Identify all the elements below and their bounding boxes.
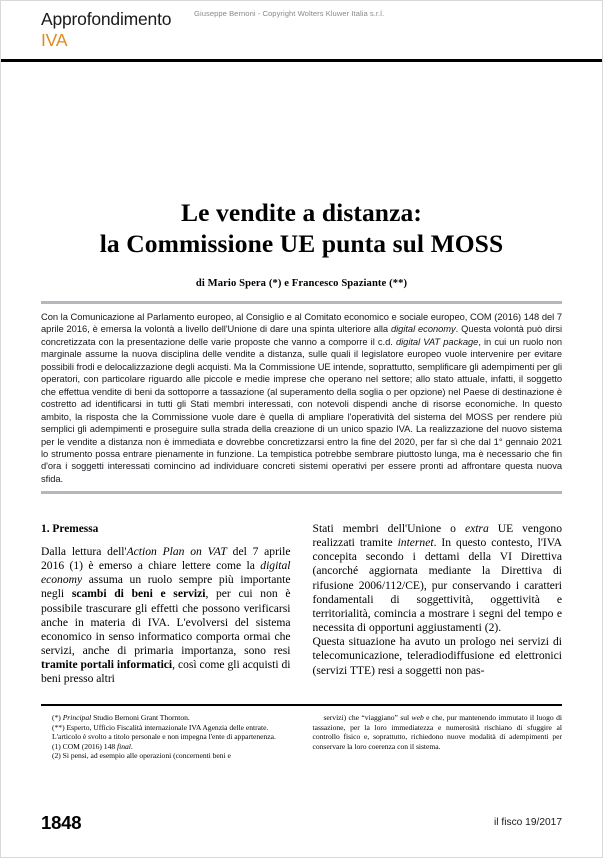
section-label bbox=[41, 9, 171, 51]
title-line-2: la Commissione UE punta sul MOSS bbox=[99, 229, 504, 258]
footnote-item: servizi) che “viaggiano” sul web e che, pur mantenendo immutato il luogo di tassazione, per la loro immediatezza e numerosità rischiano di sfuggire al controllo fisico e, soprattutto, richiedono nuove modalità di adempimenti per conservare la loro coerenza con il sistema. bbox=[312, 713, 562, 751]
body-paragraph-right-2: Questa situazione ha avuto un prologo nei servizi di telecomunicazione, teleradiodiffusione ed elettronici (servizi TTE) resi a soggetti non pas- bbox=[312, 635, 562, 677]
title-block bbox=[41, 197, 562, 289]
abstract-text: Con la Comunicazione al Parlamento europeo, al Consiglio e al Comitato economico e sociale europeo, COM (2016) 148 del 7 aprile 2016, è emersa la volontà a livello dell'Unione di dare una spinta ulteriore alla digital economy. Questa volontà può dirsi concretizzata con la presentazione delle varie proposte che vanno a comporre il c.d. digital VAT package, in cui un ruolo non marginale assume la nuova disciplina delle vendite a distanza, sulle quali il legislatore europeo vuole intervenire per evitare possibili frodi e delocalizzazione degli acquisti. Ma la Commissione UE intende, soprattutto, semplificare gli adempimenti per gli operatori, con particolare riguardo alle piccole e medie imprese che operano nel settore; allo stato attuale, infatti, il soggetto che effettua vendite di beni da sottoporre a tassazione (al superamento della soglia o per opzione) nel Paese di destinazione è costretto ad identificarsi in tutti gli Stati membri interessati, con notevoli dispendi anche di risorse economiche. In questo ambito, la risposta che la Commissione vuole dare è quella di ampliare l'operatività del sistema del MOSS per rendere più semplici gli adempimenti e proseguire sulla strada della creazione di un unico spazio IVA. La realizzazione del nuovo sistema per le vendite a distanza non è immediata e dovrebbe concretizzarsi entro la fine del 2020, per far sì che dal 1° gennaio 2021 lo strumento possa entrare pienamente in funzione. La tempistica potrebbe sembrare piuttosto lunga, ma è necessario che fin d'ora i soggetti interessati comincino ad individuare concreti sistemi operativi per essere pronti ad affrontare questa nuova sfida. bbox=[41, 312, 563, 484]
footnote-item: (*) Principal Studio Bernoni Grant Thornton. bbox=[52, 713, 190, 722]
section-heading-premessa: 1. Premessa bbox=[41, 523, 99, 535]
footnote-column-right bbox=[313, 713, 563, 761]
footnote-item: (1) COM (2016) 148 final. bbox=[52, 741, 133, 751]
body-paragraph-right-1: Stati membri dell'Unione o extra UE vengono realizzati tramite internet. In questo contesto, l'IVA concepita secondo i dettami della VI Direttiva (ancorché aggiornata mediante la Direttiva di rifusione 2006/112/CE), pur conservando i caratteri fondamentali di soggettività, oggettività e territorialità, comincia a mostrare i segni del tempo e necessita di opportuni aggiustamenti (2). bbox=[312, 522, 563, 635]
body-column-left bbox=[41, 522, 291, 687]
footnote-item: L'articolo è svolto a titolo personale e non impegna l'ente di appartenenza. bbox=[52, 732, 276, 742]
section-label-main: Approfondimento bbox=[41, 9, 172, 29]
section-label-sub: IVA bbox=[41, 30, 68, 50]
footnote-column-left bbox=[41, 713, 291, 761]
author-byline: di Mario Spera (*) e Francesco Spaziante (**) bbox=[195, 278, 408, 289]
footnote-item: (**) Esperto, Ufficio Fiscalità internazionale IVA Agenzia delle entrate. bbox=[52, 722, 269, 732]
body-columns bbox=[41, 522, 562, 687]
body-paragraph-left: Dalla lettura dell'Action Plan on VAT del 7 aprile 2016 (1) è emerso a chiare lettere come la digital economy assuma un ruolo sempre più importante negli scambi di beni e servizi, per cui non è possibile trascurare gli effetti che possono verificarsi anche in materia di IVA. L'evolversi del sistema economico in senso informatico comporta ormai che servizi, anche di primaria importanza, sono resi tramite portali informatici, così come gli acquisti di beni presso altri bbox=[41, 545, 291, 686]
page-header bbox=[1, 1, 602, 63]
page-number: 1848 bbox=[41, 812, 82, 833]
journal-reference: il fisco 19/2017 bbox=[494, 817, 562, 828]
footnotes-area bbox=[41, 704, 562, 761]
copyright-notice: Giuseppe Bernoni - Copyright Wolters Kluwer Italia s.r.l. bbox=[194, 9, 385, 18]
page-footer bbox=[1, 795, 602, 857]
title-line-1: Le vendite a distanza: bbox=[181, 198, 422, 227]
footnote-item: (2) Si pensi, ad esempio alle operazioni (concernenti beni e bbox=[52, 751, 231, 761]
page-title bbox=[41, 197, 562, 259]
body-column-right bbox=[313, 522, 563, 687]
abstract-box bbox=[41, 301, 562, 494]
header-divider bbox=[1, 59, 602, 62]
